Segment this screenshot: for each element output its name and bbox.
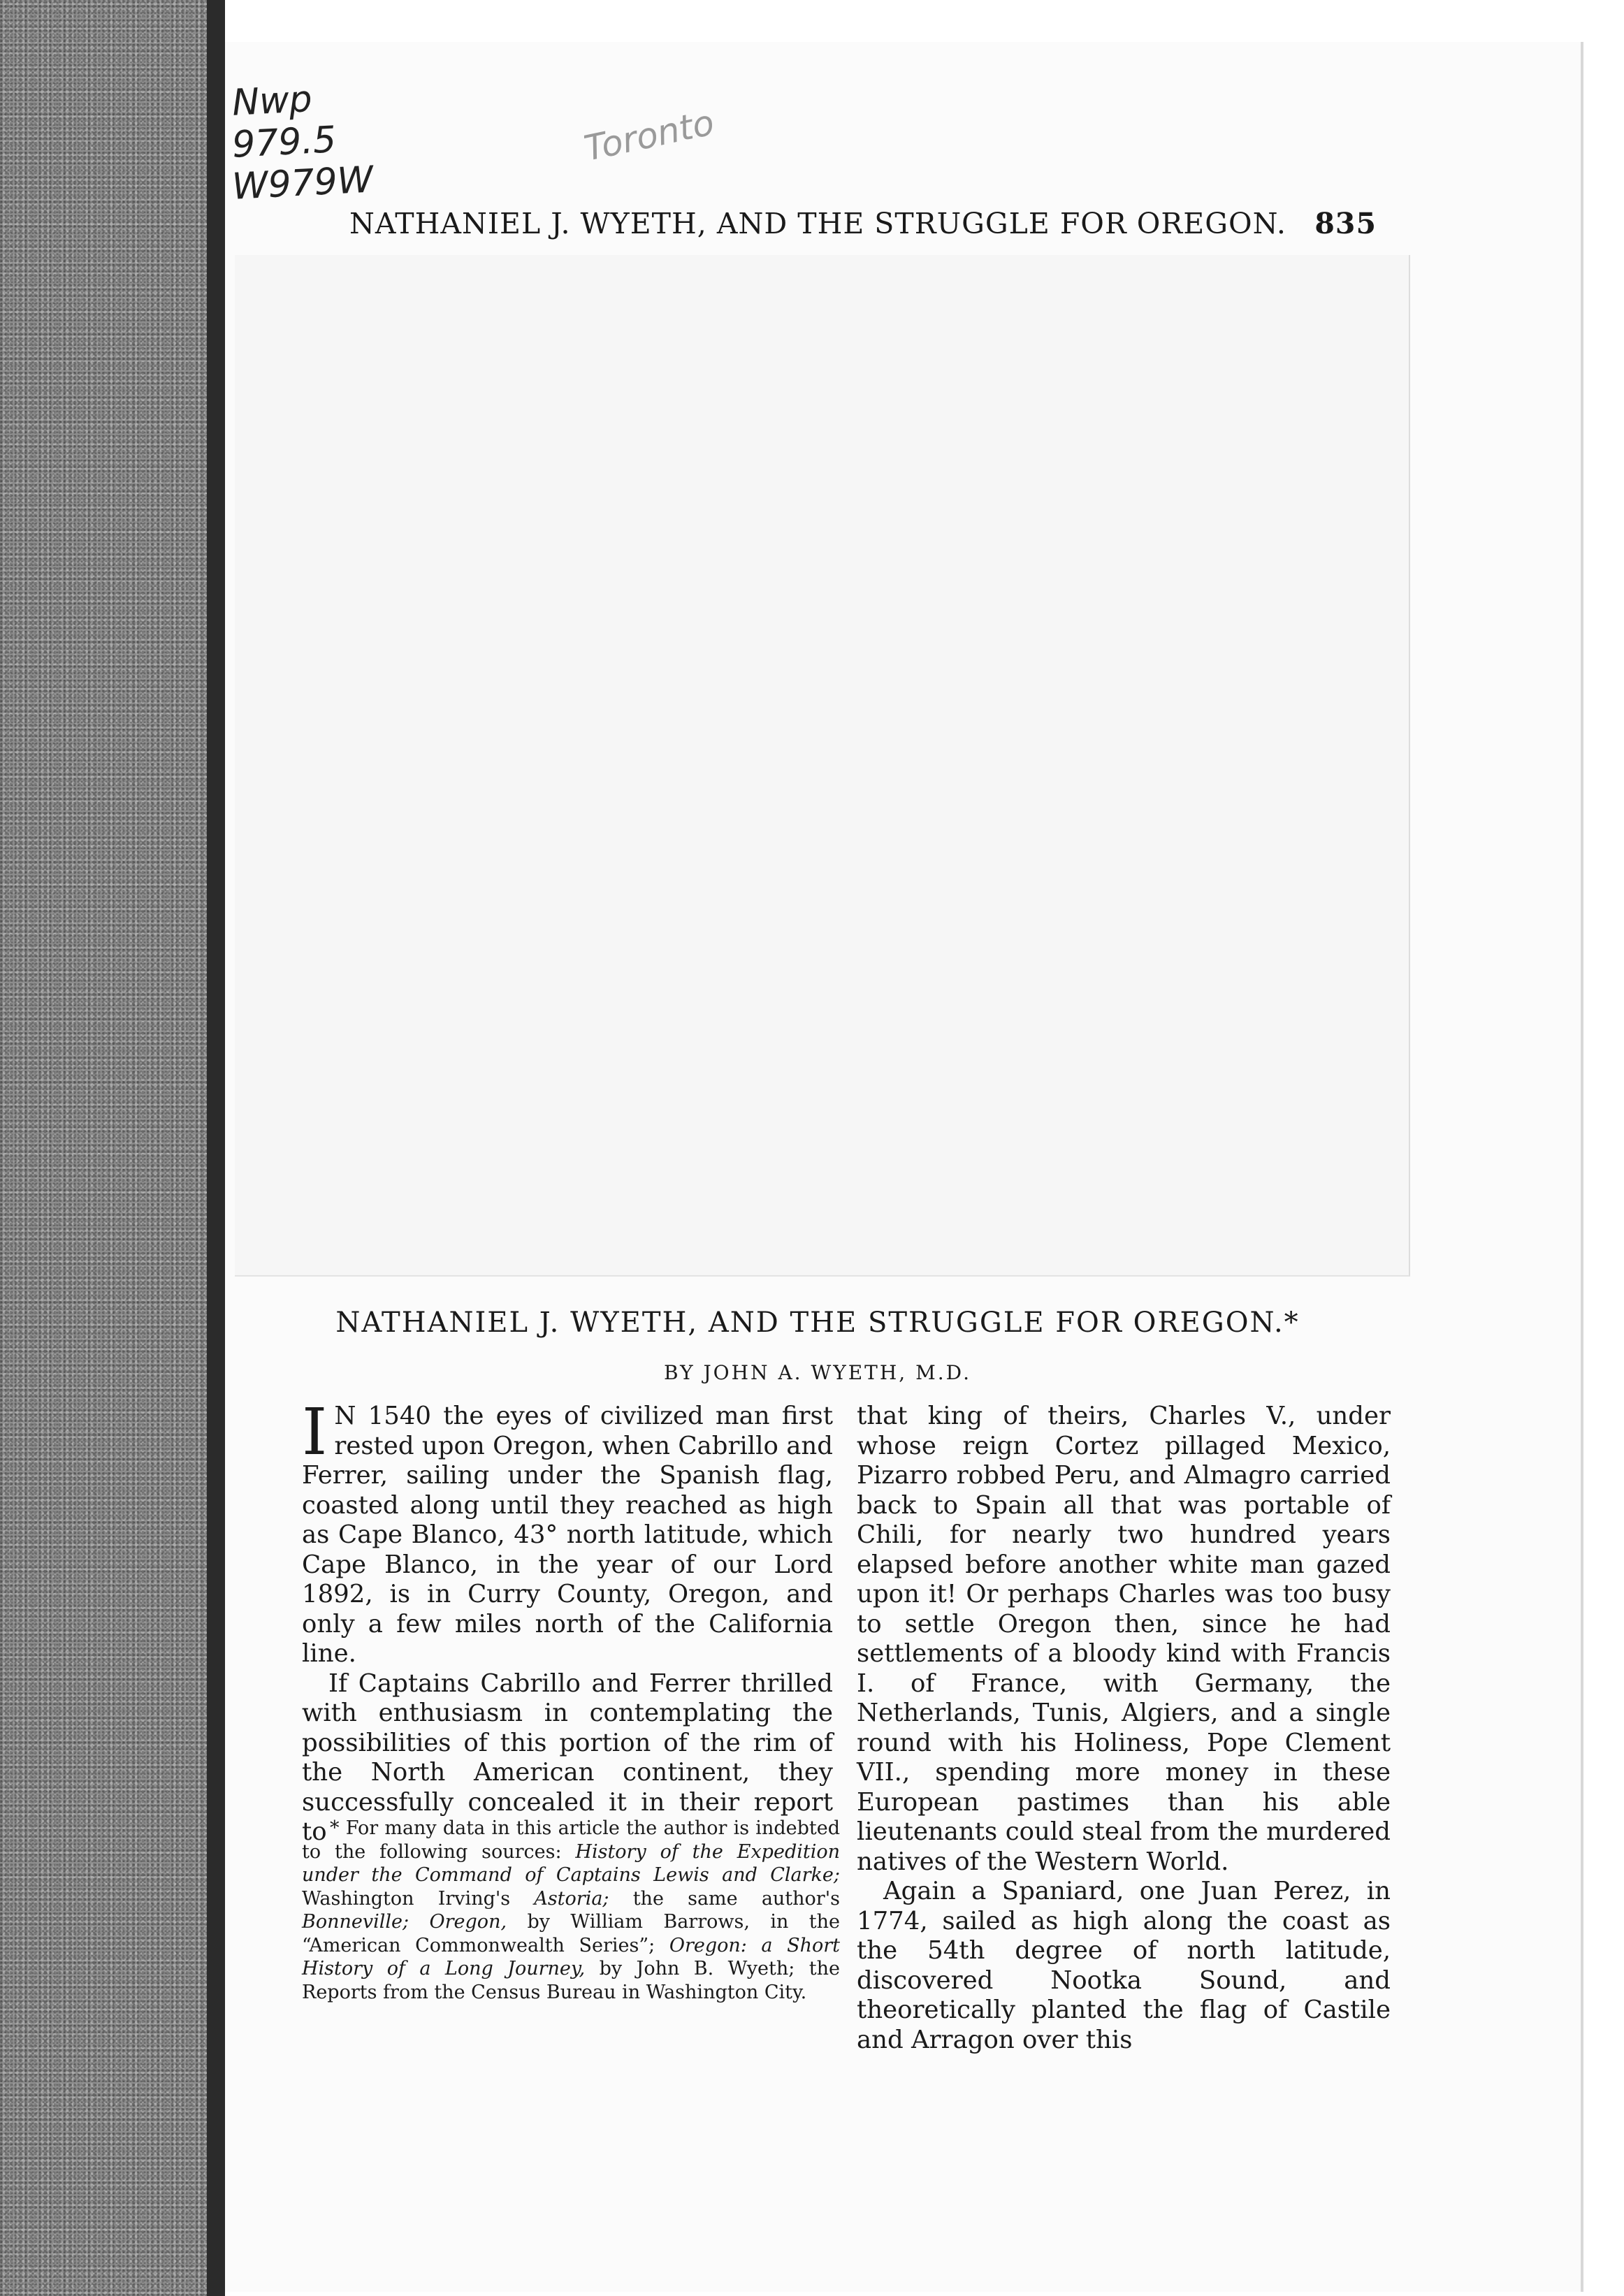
footnote-text	[302, 1817, 840, 2004]
article-title: NATHANIEL J. WYETH, AND THE STRUGGLE FOR OREGON.*	[335, 1307, 1300, 1339]
binding-edge	[207, 0, 225, 2296]
footnote-part: Washington Irving's	[302, 1887, 535, 1910]
footnote-part: by John B. Wyeth; the Reports from the Census Bureau in Washington City.	[302, 1958, 840, 2003]
paragraph: Again a Spaniard, one Juan Perez, in 1774, sailed as high along the coast as the 54th degree of north latitude, discovered Nootka Sound, and theoretically planted the flag of Castile and Arragon over this	[857, 1877, 1391, 2054]
blank-plate-area	[235, 255, 1410, 1277]
footnote-part: * For many data in this article the author is indebted to the following sources:	[302, 1817, 840, 1863]
paragraph-text: N 1540 the eyes of civilized man first rested upon Oregon, when Cabrillo and Ferrer, sailing under the Spanish flag, coasted along until they reached as high as Cape Blanco, 43° north latitude, which Cape Blanco, in the year of our Lord 1892, is in Curry County, Oregon, and only a few miles north of the California line.	[302, 1402, 833, 1668]
footnote-title: History of the Expedition under the Command of Captains Lewis and Clarke;	[302, 1840, 840, 1886]
handwritten-line-3: W979W	[231, 159, 375, 208]
left-column	[302, 1395, 833, 1847]
book-binding	[0, 0, 222, 2296]
right-column	[857, 1402, 1391, 2055]
footnote-part: by William Barrows, in the “American Commonwealth Series”;	[302, 1911, 840, 1956]
page-number: 835	[1314, 207, 1377, 240]
footnote-part: the same author's	[609, 1887, 840, 1910]
paragraph: If Captains Cabrillo and Ferrer thrilled with enthusiasm in contemplating the possibilities of this portion of the rim of the North American continent, they successfully concealed it in their report to	[302, 1669, 833, 1846]
pencil-note: Toronto	[581, 102, 718, 169]
drop-cap: I	[302, 1395, 328, 1469]
footnote-title: Oregon: a Short History of a Long Journey,	[302, 1934, 840, 1979]
handwritten-call-number	[231, 77, 442, 208]
handwritten-line-2: 979.5	[231, 119, 338, 166]
running-head-title: NATHANIEL J. WYETH, AND THE STRUGGLE FOR OREGON.	[349, 207, 1286, 240]
footnote-title: Astoria;	[534, 1887, 609, 1910]
footnote-title: Bonneville; Oregon,	[302, 1911, 507, 1933]
handwritten-line-1: Nwp	[231, 78, 314, 124]
paragraph: that king of theirs, Charles V., under whose reign Cortez pillaged Mexico, Pizarro robbed Peru, and Almagro carried back to Spain all that was portable of Chili, for nearly two hundred years elapsed before another white man gazed upon it! Or perhaps Charles was too busy to settle Oregon then, since he had settlements of a bloody kind with Francis I. of France, with Germany, the Netherlands, Tunis, Algiers, and a single round with his Holiness, Pope Clement VII., spending more money in these European pastimes than his able lieutenants could steal from the murdered natives of the Western World.	[857, 1402, 1391, 1876]
running-head	[349, 207, 1398, 249]
paragraph	[302, 1395, 833, 1669]
footnote	[302, 1817, 840, 2004]
byline: BY JOHN A. WYETH, M.D.	[663, 1361, 971, 1384]
